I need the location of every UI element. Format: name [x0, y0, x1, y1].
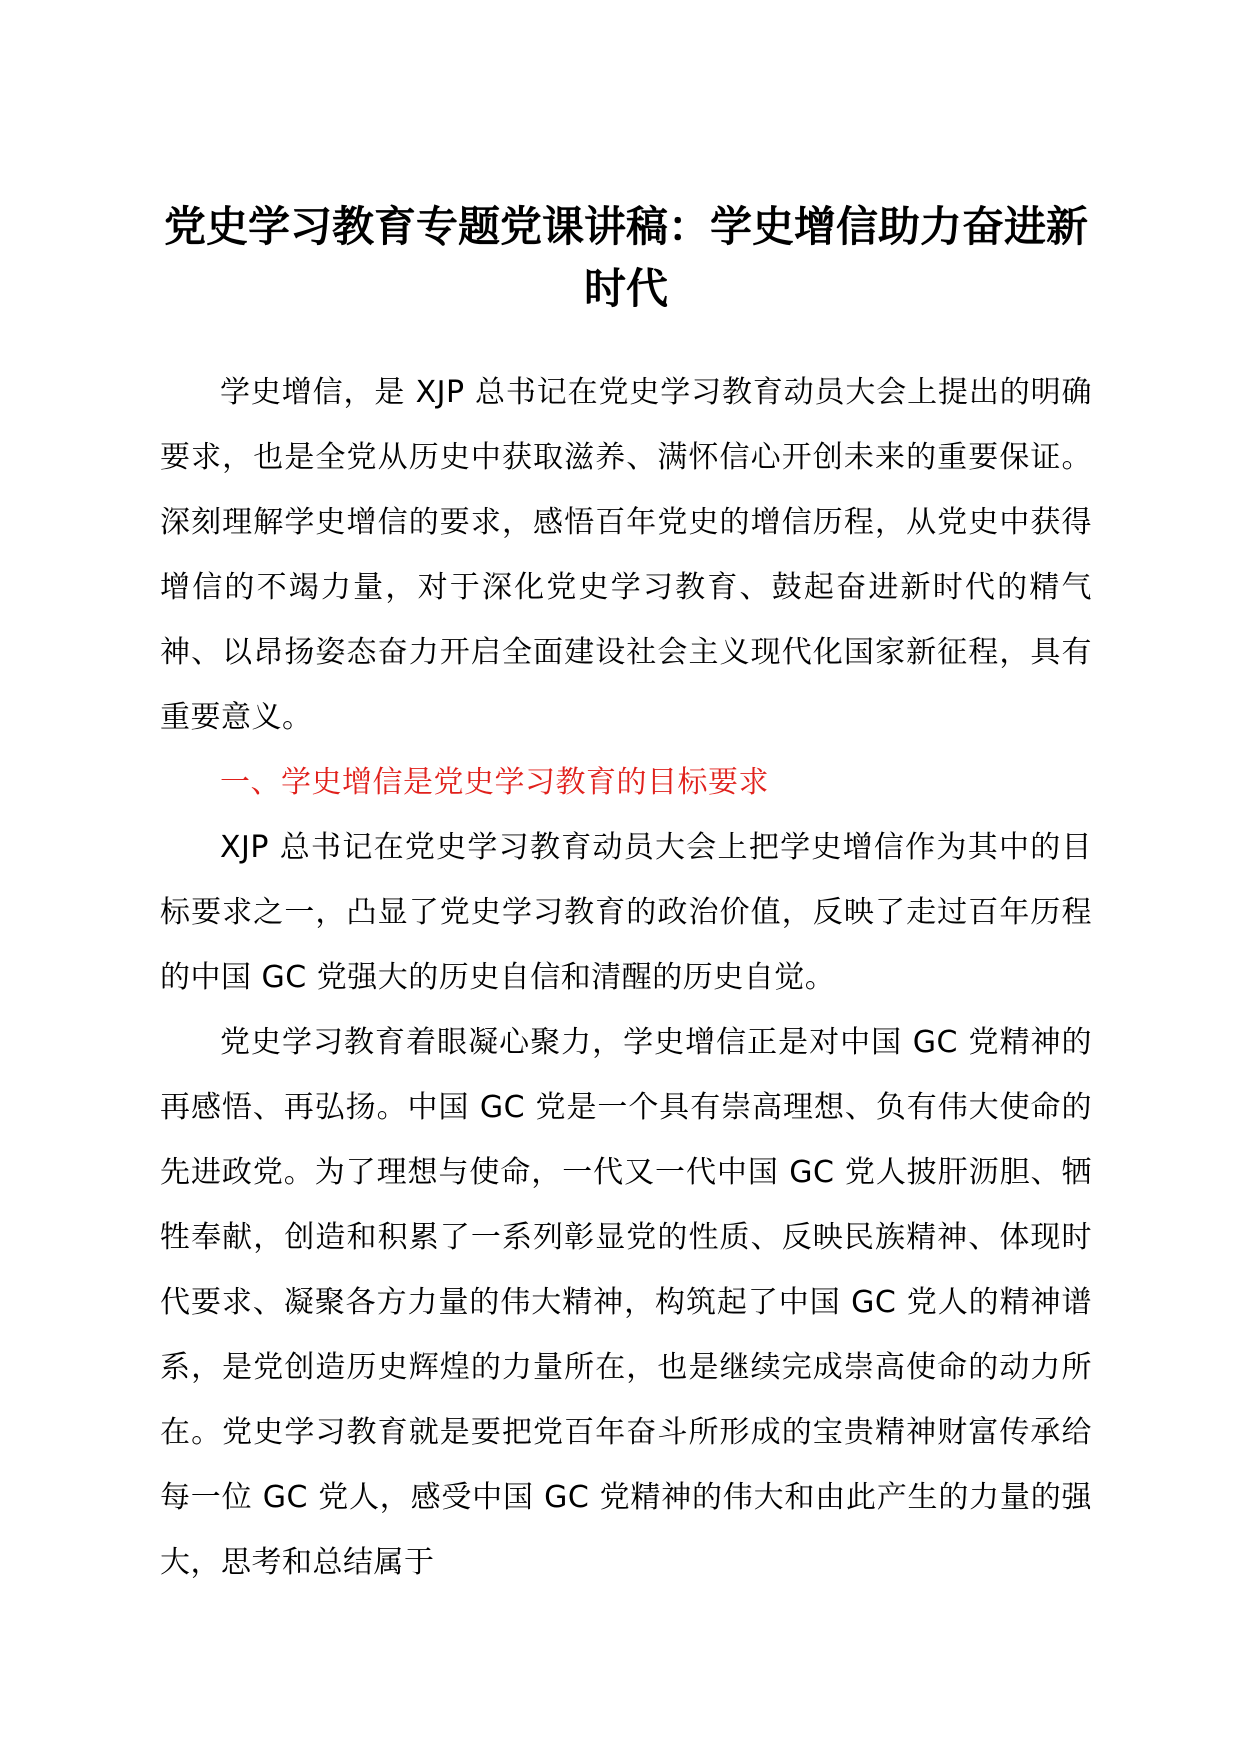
paragraph-section1-1: XJP 总书记在党史学习教育动员大会上把学史增信作为其中的目标要求之一，凸显了党史学习教育的政治价值，反映了走过百年历程的中国 GC 党强大的历史自信和清醒的历史自觉。: [160, 830, 1092, 995]
document-body: [160, 196, 1092, 1595]
paragraph-intro: 学史增信，是 XJP 总书记在党史学习教育动员大会上提出的明确要求，也是全党从历史中获取滋养、满怀信心开创未来的重要保证。深刻理解学史增信的要求，感悟百年党史的增信历程，从党史中获得增信的不竭力量，对于深化党史学习教育、鼓起奋进新时代的精气神、以昂扬姿态奋力开启全面建设社会主义现代化国家新征程，具有重要意义。: [160, 375, 1092, 735]
document-title: 党史学习教育专题党课讲稿：学史增信助力奋进新时代: [163, 202, 1088, 313]
section-heading-1: 一、学史增信是党史学习教育的目标要求: [220, 765, 769, 800]
paragraph-section1-2: 党史学习教育着眼凝心聚力，学史增信正是对中国 GC 党精神的再感悟、再弘扬。中国 GC 党是一个具有崇高理想、负有伟大使命的先进政党。为了理想与使命，一代又一代中国 GC 党人披肝沥胆、牺牲奉献，创造和积累了一系列彰显党的性质、反映民族精神、体现时代要求、凝聚各方力量的伟大精神，构筑起了中国 GC 党人的精神谱系，是党创造历史辉煌的力量所在，也是继续完成崇高使命的动力所在。党史学习教育就是要把党百年奋斗所形成的宝贵精神财富传承给每一位 GC 党人，感受中国 GC 党精神的伟大和由此产生的力量的强大，思考和总结属于: [160, 1025, 1092, 1580]
